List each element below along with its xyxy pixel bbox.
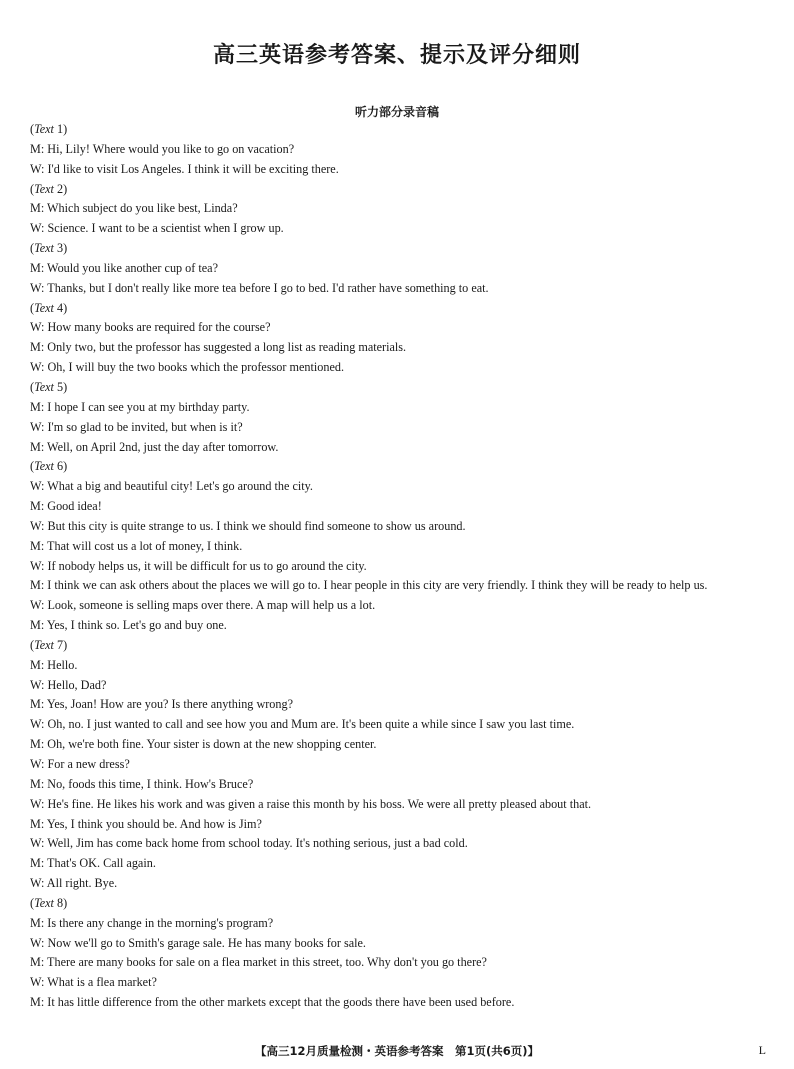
dialogue-line: W: Thanks, but I don't really like more tea before I go to bed. I'd rather have something to eat. [30, 280, 489, 295]
text-label: (Text 5) [30, 379, 68, 394]
dialogue-line: W: I'd like to visit Los Angeles. I think it will be exciting there. [30, 161, 339, 176]
dialogue-line: M: Well, on April 2nd, just the day after tomorrow. [30, 439, 279, 454]
text-label-word: Text [34, 122, 54, 136]
dialogue-line: M: I hope I can see you at my birthday party. [30, 399, 250, 414]
dialogue-line: W: Hello, Dad? [30, 677, 107, 692]
dialogue-line: W: He's fine. He likes his work and was given a raise this month by his boss. We were all pretty pleased about that. [30, 796, 592, 811]
section-subtitle: 听力部分录音稿 [354, 105, 439, 119]
dialogue-line: M: Only two, but the professor has suggested a long list as reading materials. [30, 340, 407, 355]
dialogue-line: W: How many books are required for the course? [30, 320, 271, 335]
dialogue-line: W: Now we'll go to Smith's garage sale. He has many books for sale. [30, 935, 366, 950]
dialogue-line: W: I'm so glad to be invited, but when is it? [30, 419, 243, 434]
dialogue-line: W: Science. I want to be a scientist when I grow up. [30, 221, 284, 236]
text-label-word: Text [34, 181, 54, 196]
dialogue-line: M: It has little difference from the other markets except that the goods there have been used before. [30, 995, 515, 1010]
dialogue-line: W: For a new dress? [30, 757, 130, 771]
dialogue-line: W: If nobody helps us, it will be difficult for us to go around the city. [30, 558, 367, 573]
dialogue-line: M: Good idea! [30, 499, 102, 514]
dialogue-line: M: Hi, Lily! Where would you like to go on vacation? [30, 141, 295, 156]
text-label: (Text 3) [30, 241, 68, 256]
dialogue-line: W: What is a flea market? [30, 975, 157, 990]
dialogue-line: W: Look, someone is selling maps over there. A map will help us a lot. [30, 598, 376, 613]
text-label: (Text 6) [30, 459, 68, 474]
text-label-word: Text [34, 637, 54, 652]
text-label-word: Text [34, 895, 54, 910]
dialogue-line: M: I think we can ask others about the places we will go to. I hear people in this city are very friendly. I think they will be ready to help us. [30, 578, 708, 593]
page-corner-mark: L [758, 1043, 766, 1057]
text-label: (Text 2) [30, 181, 68, 196]
text-label-word: Text [34, 241, 54, 256]
dialogue-line: M: Which subject do you like best, Linda? [30, 201, 238, 216]
dialogue-line: M: Yes, I think you should be. And how is Jim? [30, 816, 262, 831]
dialogue-line: M: Yes, Joan! How are you? Is there anything wrong? [30, 697, 293, 712]
text-label: (Text 4) [30, 300, 68, 315]
dialogue-line: W: All right. Bye. [30, 876, 118, 891]
text-label: (Text 7) [30, 637, 68, 652]
text-label-word: Text [34, 300, 54, 315]
dialogue-line: M: Is there any change in the morning's program? [30, 915, 274, 930]
dialogue-line: W: Oh, I will buy the two books which the professor mentioned. [30, 360, 345, 375]
dialogue-line: W: But this city is quite strange to us. I think we should find someone to show us around. [30, 518, 466, 533]
text-label: (Text 8) [30, 895, 68, 910]
dialogue-line: M: Would you like another cup of tea? [30, 260, 218, 275]
dialogue-line: W: Oh, no. I just wanted to call and see how you and Mum are. It's been quite a while since I saw you last time. [30, 717, 575, 732]
dialogue-line: M: That's OK. Call again. [30, 856, 156, 871]
transcript-body [30, 120, 772, 1013]
dialogue-line: M: Yes, I think so. Let's go and buy one. [30, 618, 227, 633]
dialogue-line: M: That will cost us a lot of money, I think. [30, 538, 243, 553]
dialogue-line: M: There are many books for sale on a flea market in this street, too. Why don't you go there? [30, 955, 487, 970]
page-footer: 【高三12月质量检测・英语参考答案 第1页(共6页)】 [254, 1044, 540, 1058]
text-label: (Text 1) [30, 122, 68, 136]
page-title: 高三英语参考答案、提示及评分细则 [212, 43, 581, 68]
dialogue-line: W: Well, Jim has come back home from school today. It's nothing serious, just a bad cold. [30, 836, 468, 851]
dialogue-line: M: No, foods this time, I think. How's Bruce? [30, 776, 254, 791]
dialogue-line: M: Hello. [30, 657, 78, 672]
dialogue-line: M: Oh, we're both fine. Your sister is down at the new shopping center. [30, 737, 377, 752]
text-label-word: Text [34, 379, 54, 394]
dialogue-line: W: What a big and beautiful city! Let's go around the city. [30, 479, 313, 494]
text-label-word: Text [34, 459, 54, 474]
